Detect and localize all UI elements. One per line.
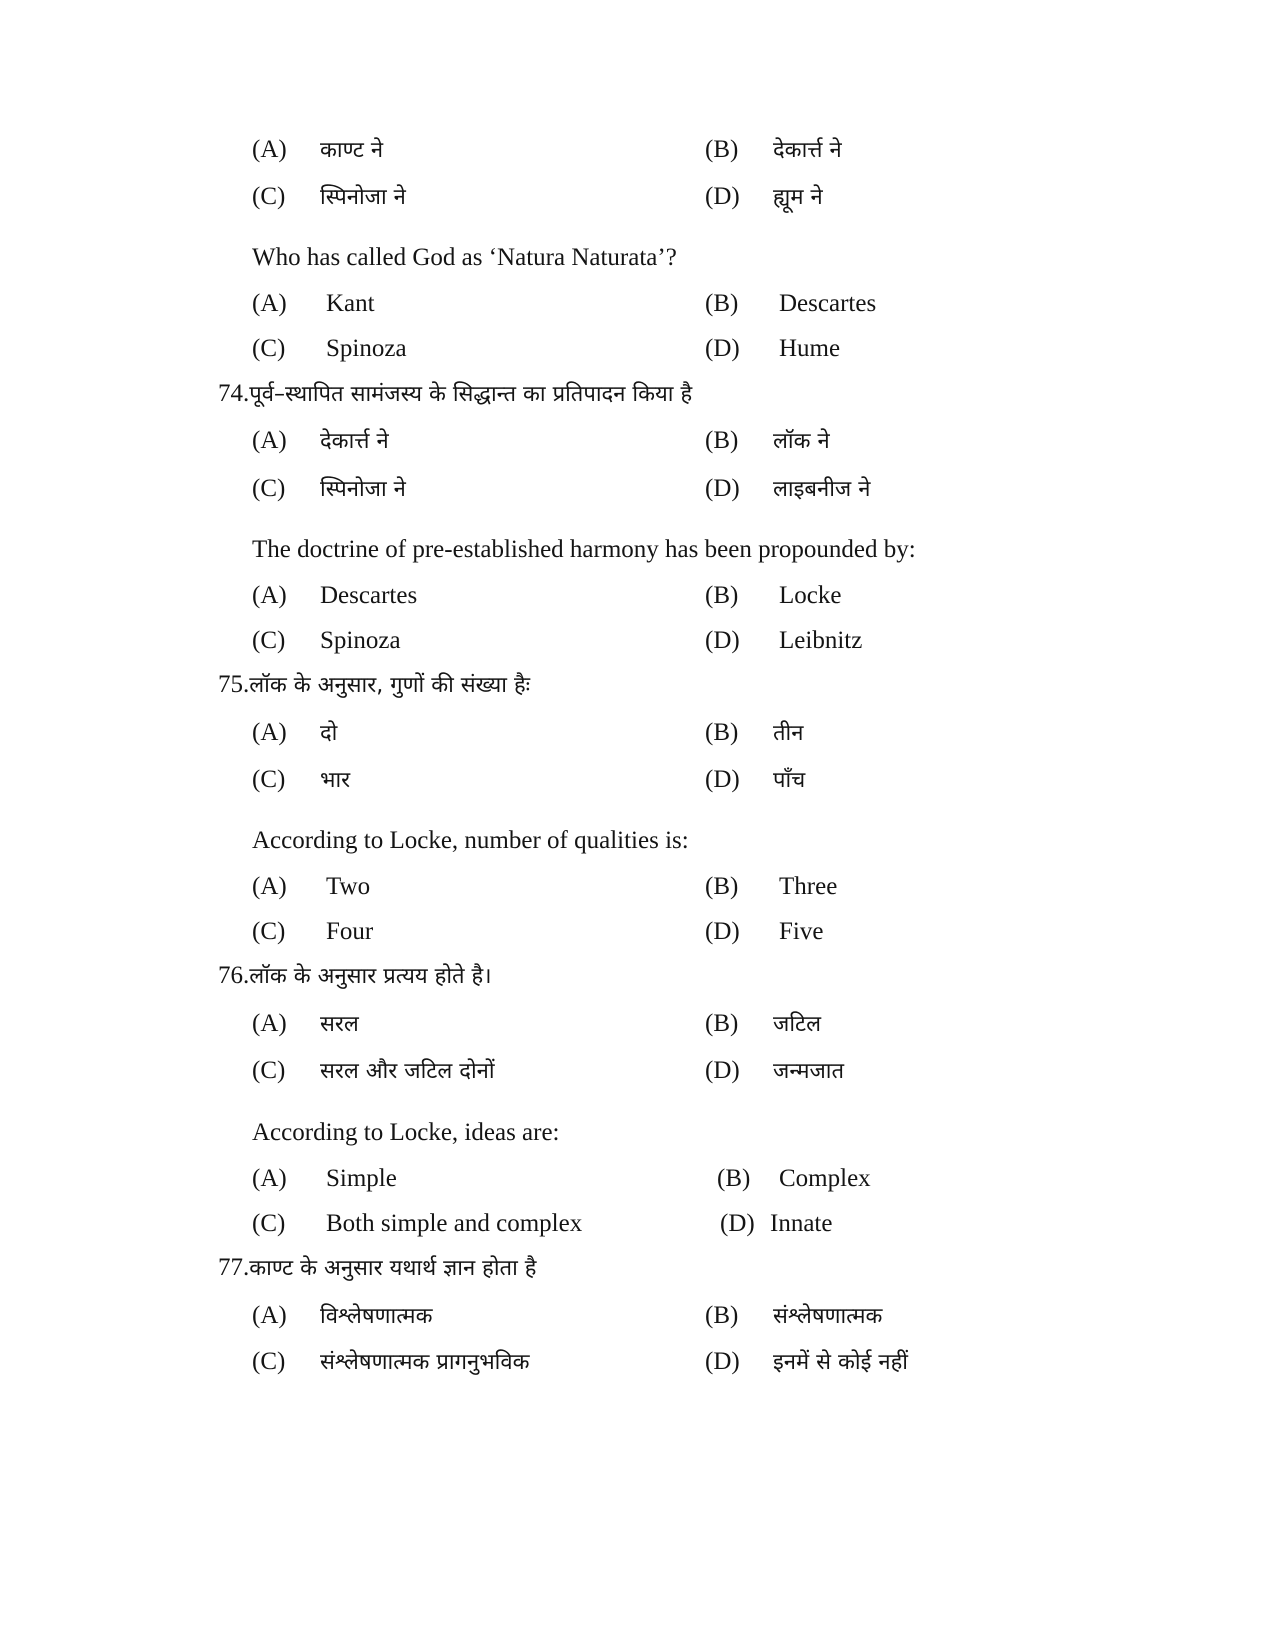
option-letter: (A) bbox=[252, 136, 287, 163]
q73-hi-option-b bbox=[705, 135, 842, 166]
option-letter: (D) bbox=[705, 1348, 740, 1375]
option-letter: (D) bbox=[705, 183, 740, 210]
q74-hi-question bbox=[218, 379, 692, 410]
option-text: स्पिनोजा ने bbox=[320, 477, 406, 502]
option-letter: (B) bbox=[705, 136, 739, 163]
q76-en-question: According to Locke, ideas are: bbox=[252, 1119, 560, 1146]
option-letter: (A) bbox=[252, 582, 287, 609]
option-letter: (C) bbox=[252, 335, 286, 362]
option-text: इनमें से कोई नहीं bbox=[773, 1350, 909, 1375]
option-text: Four bbox=[326, 918, 374, 945]
option-text: जन्मजात bbox=[773, 1059, 845, 1084]
option-text: Both simple and complex bbox=[326, 1210, 583, 1237]
option-text: सरल और जटिल दोनों bbox=[320, 1059, 495, 1084]
option-letter: (C) bbox=[252, 183, 286, 210]
option-letter: (A) bbox=[252, 1165, 287, 1192]
q73-en-option-c bbox=[252, 334, 407, 364]
q75-hi-question bbox=[218, 670, 530, 701]
q77-hi-question bbox=[218, 1253, 536, 1284]
q75-en-option-d bbox=[705, 917, 823, 947]
option-letter: (A) bbox=[252, 427, 287, 454]
option-letter: (B) bbox=[705, 290, 739, 317]
option-letter: (B) bbox=[717, 1165, 751, 1192]
q75-en-option-b bbox=[705, 872, 837, 902]
question-text: लॉक के अनुसार, गुणों की संख्या हैः bbox=[249, 673, 531, 698]
question-number: 75. bbox=[218, 671, 250, 698]
q76-en-option-a bbox=[252, 1164, 397, 1194]
q74-hi-option-c bbox=[252, 474, 406, 505]
q73-hi-option-c bbox=[252, 182, 406, 213]
q75-en-question: According to Locke, number of qualities is: bbox=[252, 827, 689, 854]
option-text: Hume bbox=[779, 335, 841, 362]
question-text: पूर्व–स्थापित सामंजस्य के सिद्धान्त का प्रतिपादन किया है bbox=[249, 382, 693, 407]
q74-hi-option-b bbox=[705, 426, 830, 457]
option-text: ह्यूम ने bbox=[773, 185, 823, 210]
question-number: 76. bbox=[218, 962, 250, 989]
option-text: दो bbox=[320, 721, 338, 746]
q74-en-option-a bbox=[252, 581, 417, 611]
option-text: पाँच bbox=[773, 768, 806, 793]
q75-hi-option-b bbox=[705, 718, 803, 749]
q76-en-option-c bbox=[252, 1209, 582, 1239]
option-text: Two bbox=[326, 873, 371, 900]
q73-hi-option-d bbox=[705, 182, 823, 213]
option-letter: (D) bbox=[720, 1210, 755, 1237]
option-text: जटिल bbox=[773, 1012, 822, 1037]
option-letter: (D) bbox=[705, 1057, 740, 1084]
q77-hi-option-b bbox=[705, 1301, 882, 1332]
q73-en-option-a bbox=[252, 289, 375, 319]
question-text: काण्ट के अनुसार यथार्थ ज्ञान होता है bbox=[249, 1256, 537, 1281]
option-text: Innate bbox=[770, 1210, 833, 1237]
option-text: सरल bbox=[320, 1012, 359, 1037]
q76-en-option-b bbox=[717, 1164, 871, 1194]
option-letter: (A) bbox=[252, 290, 287, 317]
option-text: तीन bbox=[773, 721, 804, 746]
question-number: 74. bbox=[218, 380, 250, 407]
option-letter: (C) bbox=[252, 1348, 286, 1375]
option-text: Descartes bbox=[779, 290, 877, 317]
option-letter: (B) bbox=[705, 719, 739, 746]
option-text: Descartes bbox=[320, 582, 418, 609]
q75-hi-option-a bbox=[252, 718, 337, 749]
q74-en-option-c bbox=[252, 626, 401, 656]
option-text: Five bbox=[779, 918, 824, 945]
q74-en-option-d bbox=[705, 626, 862, 656]
q77-hi-option-d bbox=[705, 1347, 908, 1378]
q76-hi-option-d bbox=[705, 1056, 844, 1087]
option-text: संश्लेषणात्मक bbox=[773, 1304, 883, 1329]
q77-hi-option-c bbox=[252, 1347, 530, 1378]
q75-hi-option-c bbox=[252, 765, 350, 796]
option-text: देकार्त्त ने bbox=[773, 138, 842, 163]
question-number: 77. bbox=[218, 1254, 250, 1281]
option-text: Spinoza bbox=[320, 627, 401, 654]
q73-en-option-d bbox=[705, 334, 840, 364]
option-letter: (A) bbox=[252, 1302, 287, 1329]
option-letter: (B) bbox=[705, 582, 739, 609]
option-text: Leibnitz bbox=[779, 627, 863, 654]
option-text: विश्लेषणात्मक bbox=[320, 1304, 433, 1329]
option-letter: (C) bbox=[252, 1057, 286, 1084]
q75-en-option-a bbox=[252, 872, 370, 902]
option-text: Simple bbox=[326, 1165, 397, 1192]
option-letter: (C) bbox=[252, 475, 286, 502]
option-letter: (D) bbox=[705, 766, 740, 793]
option-text: स्पिनोजा ने bbox=[320, 185, 406, 210]
option-text: देकार्त्त ने bbox=[320, 429, 389, 454]
option-letter: (B) bbox=[705, 873, 739, 900]
option-letter: (D) bbox=[705, 475, 740, 502]
q73-en-question: Who has called God as ‘Natura Naturata’? bbox=[252, 244, 677, 271]
option-text: Kant bbox=[326, 290, 375, 317]
option-text: लाइबनीज ने bbox=[773, 477, 871, 502]
option-letter: (A) bbox=[252, 719, 287, 746]
q74-en-option-b bbox=[705, 581, 841, 611]
q75-hi-option-d bbox=[705, 765, 805, 796]
q73-hi-option-a bbox=[252, 135, 383, 166]
option-letter: (B) bbox=[705, 427, 739, 454]
option-text: Locke bbox=[779, 582, 842, 609]
q77-hi-option-a bbox=[252, 1301, 432, 1332]
option-letter: (A) bbox=[252, 1010, 287, 1037]
option-text: Complex bbox=[779, 1165, 871, 1192]
question-text: लॉक के अनुसार प्रत्यय होते है। bbox=[249, 964, 492, 989]
q76-hi-question bbox=[218, 961, 492, 992]
option-text: काण्ट ने bbox=[320, 138, 384, 163]
option-letter: (D) bbox=[705, 918, 740, 945]
q76-hi-option-a bbox=[252, 1009, 359, 1040]
q74-hi-option-d bbox=[705, 474, 870, 505]
option-text: संश्लेषणात्मक प्रागनुभविक bbox=[320, 1350, 530, 1375]
option-letter: (B) bbox=[705, 1302, 739, 1329]
option-text: लॉक ने bbox=[773, 429, 830, 454]
option-text: Spinoza bbox=[326, 335, 407, 362]
option-letter: (D) bbox=[705, 627, 740, 654]
option-letter: (C) bbox=[252, 1210, 286, 1237]
q76-hi-option-c bbox=[252, 1056, 495, 1087]
q74-hi-option-a bbox=[252, 426, 389, 457]
q76-hi-option-b bbox=[705, 1009, 821, 1040]
option-letter: (C) bbox=[252, 918, 286, 945]
q76-en-option-d bbox=[720, 1209, 832, 1239]
q74-en-question: The doctrine of pre-established harmony has been propounded by: bbox=[252, 536, 916, 563]
option-letter: (C) bbox=[252, 766, 286, 793]
option-text: भार bbox=[320, 768, 351, 793]
option-letter: (B) bbox=[705, 1010, 739, 1037]
option-letter: (A) bbox=[252, 873, 287, 900]
q73-en-option-b bbox=[705, 289, 876, 319]
q75-en-option-c bbox=[252, 917, 373, 947]
option-letter: (C) bbox=[252, 627, 286, 654]
option-letter: (D) bbox=[705, 335, 740, 362]
option-text: Three bbox=[779, 873, 838, 900]
